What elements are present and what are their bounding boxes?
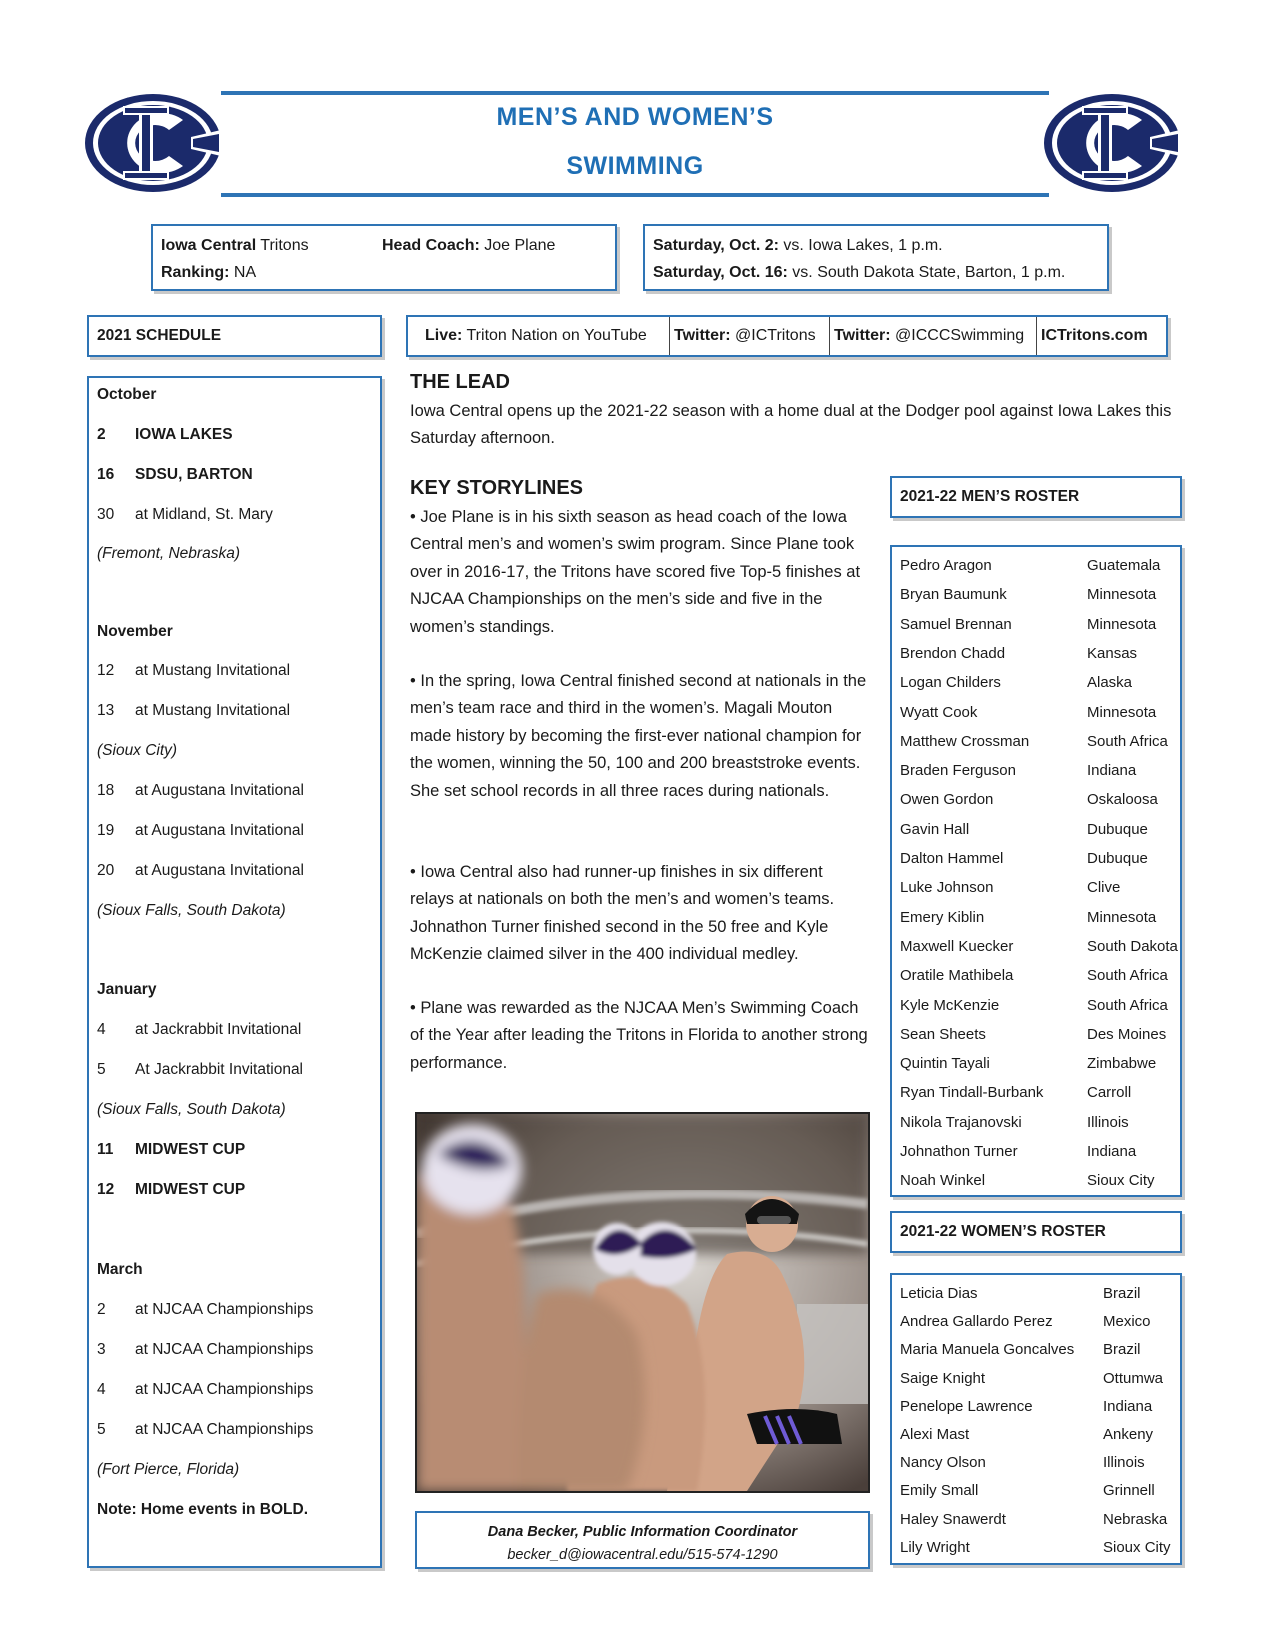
schedule-day: 4 [97,1021,106,1038]
roster-player-hometown: Kansas [1087,644,1138,662]
schedule-row [97,782,304,800]
schedule-text: at Augustana Invitational [135,782,304,799]
swimmers-photo-art [417,1114,868,1491]
website-link[interactable]: ICTritons.com [1041,327,1148,344]
roster-player-hometown: Minnesota [1087,908,1157,926]
live-value[interactable]: Triton Nation on YouTube [462,327,647,344]
schedule-day: 12 [97,662,115,679]
schedule-text: at Mustang Invitational [135,662,291,679]
roster-player-hometown: Mexico [1103,1313,1151,1331]
roster-player-name: Lily Wright [900,1538,970,1556]
schedule-row [97,623,173,641]
swimmers-photo [415,1112,870,1493]
media-bar [406,315,1168,357]
schedule-row [97,1501,308,1519]
media-twitter-1 [674,327,816,345]
lead-text: Iowa Central opens up the 2021-22 season with a home dual at the Dodger pool against Iowa Lakes this Saturday afternoon. [410,402,1172,448]
live-label: Live: [425,327,463,344]
roster-player-name: Samuel Brennan [900,615,1012,633]
roster-player-name: Leticia Dias [900,1285,978,1302]
roster-player-hometown: South Dakota [1087,937,1178,955]
schedule-text: (Fremont, Nebraska) [97,545,240,562]
header-rule-bottom [221,193,1049,197]
schedule-row [97,822,304,840]
schedule-text: at Augustana Invitational [135,822,304,839]
roster-player-hometown: Indiana [1103,1397,1153,1415]
schedule-text: (Sioux City) [97,742,178,759]
schedule-row [97,1181,245,1199]
roster-player-hometown: South Africa [1087,732,1168,750]
schedule-row [97,981,156,999]
contact-caption-box [415,1511,870,1569]
storylines-heading: KEY STORYLINES [410,477,584,499]
page-title-line1: MEN’S AND WOMEN’S [496,103,774,131]
schedule-row [97,862,304,880]
schedule-day: 4 [97,1381,106,1398]
roster-player-name: Penelope Lawrence [900,1397,1033,1415]
roster-player-name: Bryan Baumunk [900,586,1007,604]
roster-player-hometown: Brazil [1103,1341,1141,1359]
event1-detail: vs. Iowa Lakes, 1 p.m. [778,237,943,254]
schedule-text: at Augustana Invitational [135,862,304,879]
schedule-day: 11 [97,1141,114,1158]
roster-player-hometown: Indiana [1087,1143,1137,1160]
schedule-day: 12 [97,1181,115,1198]
schedule-row [97,902,286,920]
roster-player-hometown: South Africa [1087,996,1168,1014]
schedule-text: IOWA LAKES [135,426,233,443]
contact-email-phone[interactable]: becker_d@iowacentral.edu/515-574-1290 [507,1547,778,1563]
schedule-row [97,662,290,680]
media-divider [669,317,670,355]
schedule-text: (Sioux Falls, South Dakota) [97,902,286,919]
schedule-row [97,466,253,484]
womens-roster-heading: 2021-22 WOMEN’S ROSTER [900,1223,1106,1240]
schedule-row [97,1421,313,1439]
twitter1-handle[interactable]: @ICTritons [730,327,816,344]
coach-name: Joe Plane [479,237,556,254]
roster-player-hometown: Sioux City [1087,1172,1155,1190]
schedule-row [97,1301,313,1319]
media-live [425,327,647,345]
schedule-row [97,386,156,404]
team-info-box [151,224,617,291]
roster-player-hometown: Alaska [1087,674,1133,692]
media-divider [1036,317,1037,355]
schedule-text: at NJCAA Championships [135,1421,314,1438]
schedule-text: January [97,981,157,998]
roster-player-hometown: Minnesota [1087,703,1157,721]
roster-player-hometown: Ankeny [1103,1426,1154,1443]
schedule-day: 30 [97,506,115,523]
storyline-2: • In the spring, Iowa Central finished second at nationals in the men’s team race and third in the women’s. Magali Mouton made history by becoming the first-ever national champion for the women, winning the 50, 100 and 200 breaststroke events. She set school records in all three races during nationals. [410,672,867,800]
roster-player-name: Pedro Aragon [900,557,992,574]
roster-player-hometown: Indiana [1087,762,1137,780]
lead-heading: THE LEAD [410,371,510,393]
roster-player-name: Nancy Olson [900,1454,986,1472]
roster-player-name: Gavin Hall [900,820,970,838]
schedule-text: (Sioux Falls, South Dakota) [97,1101,286,1118]
roster-player-name: Braden Ferguson [900,762,1016,780]
schedule-text: at NJCAA Championships [135,1301,314,1318]
schedule-text: at NJCAA Championships [135,1341,314,1358]
twitter2-handle[interactable]: @ICCCSwimming [890,327,1025,344]
schedule-day: 5 [97,1061,106,1078]
roster-player-name: Oratile Mathibela [900,967,1014,985]
schedule-day: 19 [97,822,115,839]
schedule-text: October [97,386,157,403]
schedule-row [97,1381,313,1399]
schedule-day: 13 [97,702,115,719]
roster-player-hometown: Carroll [1087,1084,1132,1102]
schedule-text: At Jackrabbit Invitational [135,1061,304,1078]
roster-player-name: Maria Manuela Goncalves [900,1341,1075,1359]
schedule-row [97,742,177,760]
roster-player-hometown: Minnesota [1087,615,1157,633]
roster-player-name: Logan Childers [900,674,1001,692]
schedule-text: at Jackrabbit Invitational [135,1021,302,1038]
schedule-day: 20 [97,862,115,879]
media-divider [829,317,830,355]
ranking-value: NA [229,264,257,281]
roster-player-name: Matthew Crossman [900,732,1030,750]
roster-player-name: Nikola Trajanovski [900,1113,1022,1131]
schedule-row [97,1061,303,1079]
roster-player-hometown: Zimbabwe [1087,1055,1157,1073]
schedule-row [97,1101,286,1119]
school-mascot: Tritons [256,237,309,254]
womens-roster-header-box [890,1211,1182,1253]
womens-roster-box [890,1273,1182,1565]
mens-roster-heading: 2021-22 MEN’S ROSTER [900,488,1080,505]
schedule-text: SDSU, BARTON [135,466,253,483]
schedule-day: 16 [97,466,115,483]
roster-player-hometown: Sioux City [1103,1538,1171,1556]
schedule-row [97,1341,313,1359]
roster-player-hometown: Minnesota [1087,586,1157,604]
storyline-3: • Iowa Central also had runner-up finishes in six different relays at nationals on both the men’s and women’s teams. Johnathon Turner finished second in the 50 free and Kyle McKenzie claimed silver in the 400 individual medley. [410,863,835,964]
schedule-text: at NJCAA Championships [135,1381,314,1398]
roster-player-name: Saige Knight [900,1369,986,1387]
roster-player-hometown: Dubuque [1087,820,1148,838]
roster-player-name: Alexi Mast [900,1426,970,1443]
roster-player-name: Haley Snawerdt [900,1510,1006,1528]
roster-player-name: Ryan Tindall-Burbank [900,1084,1044,1102]
roster-player-hometown: Brazil [1103,1285,1141,1302]
schedule-row [97,1141,245,1159]
mens-roster-box [890,545,1182,1197]
school-name: Iowa Central [161,237,257,254]
schedule-day: 2 [97,426,106,443]
roster-player-name: Owen Gordon [900,791,994,809]
schedule-text: at Mustang Invitational [135,702,291,719]
schedule-row [97,702,290,720]
schedule-day: 3 [97,1341,106,1358]
roster-player-name: Sean Sheets [900,1025,986,1043]
event1-date: Saturday, Oct. 2: [653,237,779,254]
ranking-label: Ranking: [161,264,230,281]
schedule-text: at Midland, St. Mary [135,506,273,523]
roster-player-hometown: Illinois [1103,1454,1145,1472]
storyline-1: • Joe Plane is in his sixth season as head coach of the Iowa Central men’s and women’s swim program. Since Plane took over in 2016-17, the Tritons have scored five Top-5 finishes at NJCAA Championships on the men’s side and five in the women’s standings. [410,508,861,636]
schedule-day: 5 [97,1421,106,1438]
roster-player-hometown: Illinois [1087,1113,1129,1131]
schedule-text: November [97,623,173,640]
coach-label: Head Coach: [382,237,480,254]
schedule-row [97,1461,239,1479]
event2-detail: vs. South Dakota State, Barton, 1 p.m. [787,264,1066,281]
schedule-row [97,1021,301,1039]
twitter2-label: Twitter: [834,327,891,344]
roster-player-name: Emily Small [900,1482,979,1500]
roster-player-name: Emery Kiblin [900,908,985,926]
schedule-row [97,1261,143,1279]
events-box [643,224,1109,291]
storyline-4: • Plane was rewarded as the NJCAA Men’s Swimming Coach of the Year after leading the Tritons in Florida to another strong performance. [410,999,868,1072]
roster-player-hometown: Grinnell [1103,1482,1155,1500]
header-rule-top [221,91,1049,95]
schedule-text: MIDWEST CUP [135,1181,246,1198]
schedule-day: 18 [97,782,115,799]
roster-player-name: Wyatt Cook [900,703,978,721]
roster-player-name: Dalton Hammel [900,850,1004,867]
schedule-heading: 2021 SCHEDULE [97,327,222,344]
roster-player-name: Brendon Chadd [900,644,1006,662]
roster-player-hometown: Oskaloosa [1087,791,1158,809]
roster-player-name: Luke Johnson [900,879,994,897]
event2-date: Saturday, Oct. 16: [653,264,788,281]
schedule-header-box [87,315,382,357]
schedule-row [97,426,233,444]
schedule-text: (Fort Pierce, Florida) [97,1461,240,1478]
roster-player-hometown: South Africa [1087,967,1168,985]
roster-player-hometown: Guatemala [1087,557,1161,574]
roster-player-hometown: Ottumwa [1103,1369,1164,1387]
schedule-day: 2 [97,1301,106,1318]
contact-name: Dana Becker, Public Information Coordinator [487,1524,798,1540]
roster-player-hometown: Dubuque [1087,850,1148,867]
schedule-row [97,506,273,524]
schedule-row [97,545,240,563]
schedule-text: Note: Home events in BOLD. [97,1501,308,1518]
roster-player-name: Johnathon Turner [900,1143,1018,1160]
schedule-box [87,376,382,1568]
ic-logo-right [1042,92,1182,194]
media-twitter-2 [834,327,1024,345]
twitter1-label: Twitter: [674,327,731,344]
schedule-text: March [97,1261,143,1278]
page-title-line2: SWIMMING [566,152,704,180]
roster-player-hometown: Des Moines [1087,1025,1167,1043]
roster-player-name: Andrea Gallardo Perez [900,1313,1053,1331]
roster-player-name: Noah Winkel [900,1172,986,1190]
mens-roster-header-box [890,476,1182,518]
schedule-text: MIDWEST CUP [135,1141,246,1158]
roster-player-name: Kyle McKenzie [900,996,1000,1014]
roster-player-hometown: Clive [1087,879,1121,897]
roster-player-name: Quintin Tayali [900,1055,990,1073]
roster-player-hometown: Nebraska [1103,1510,1168,1528]
ic-logo-left [83,92,223,194]
roster-player-name: Maxwell Kuecker [900,937,1014,955]
